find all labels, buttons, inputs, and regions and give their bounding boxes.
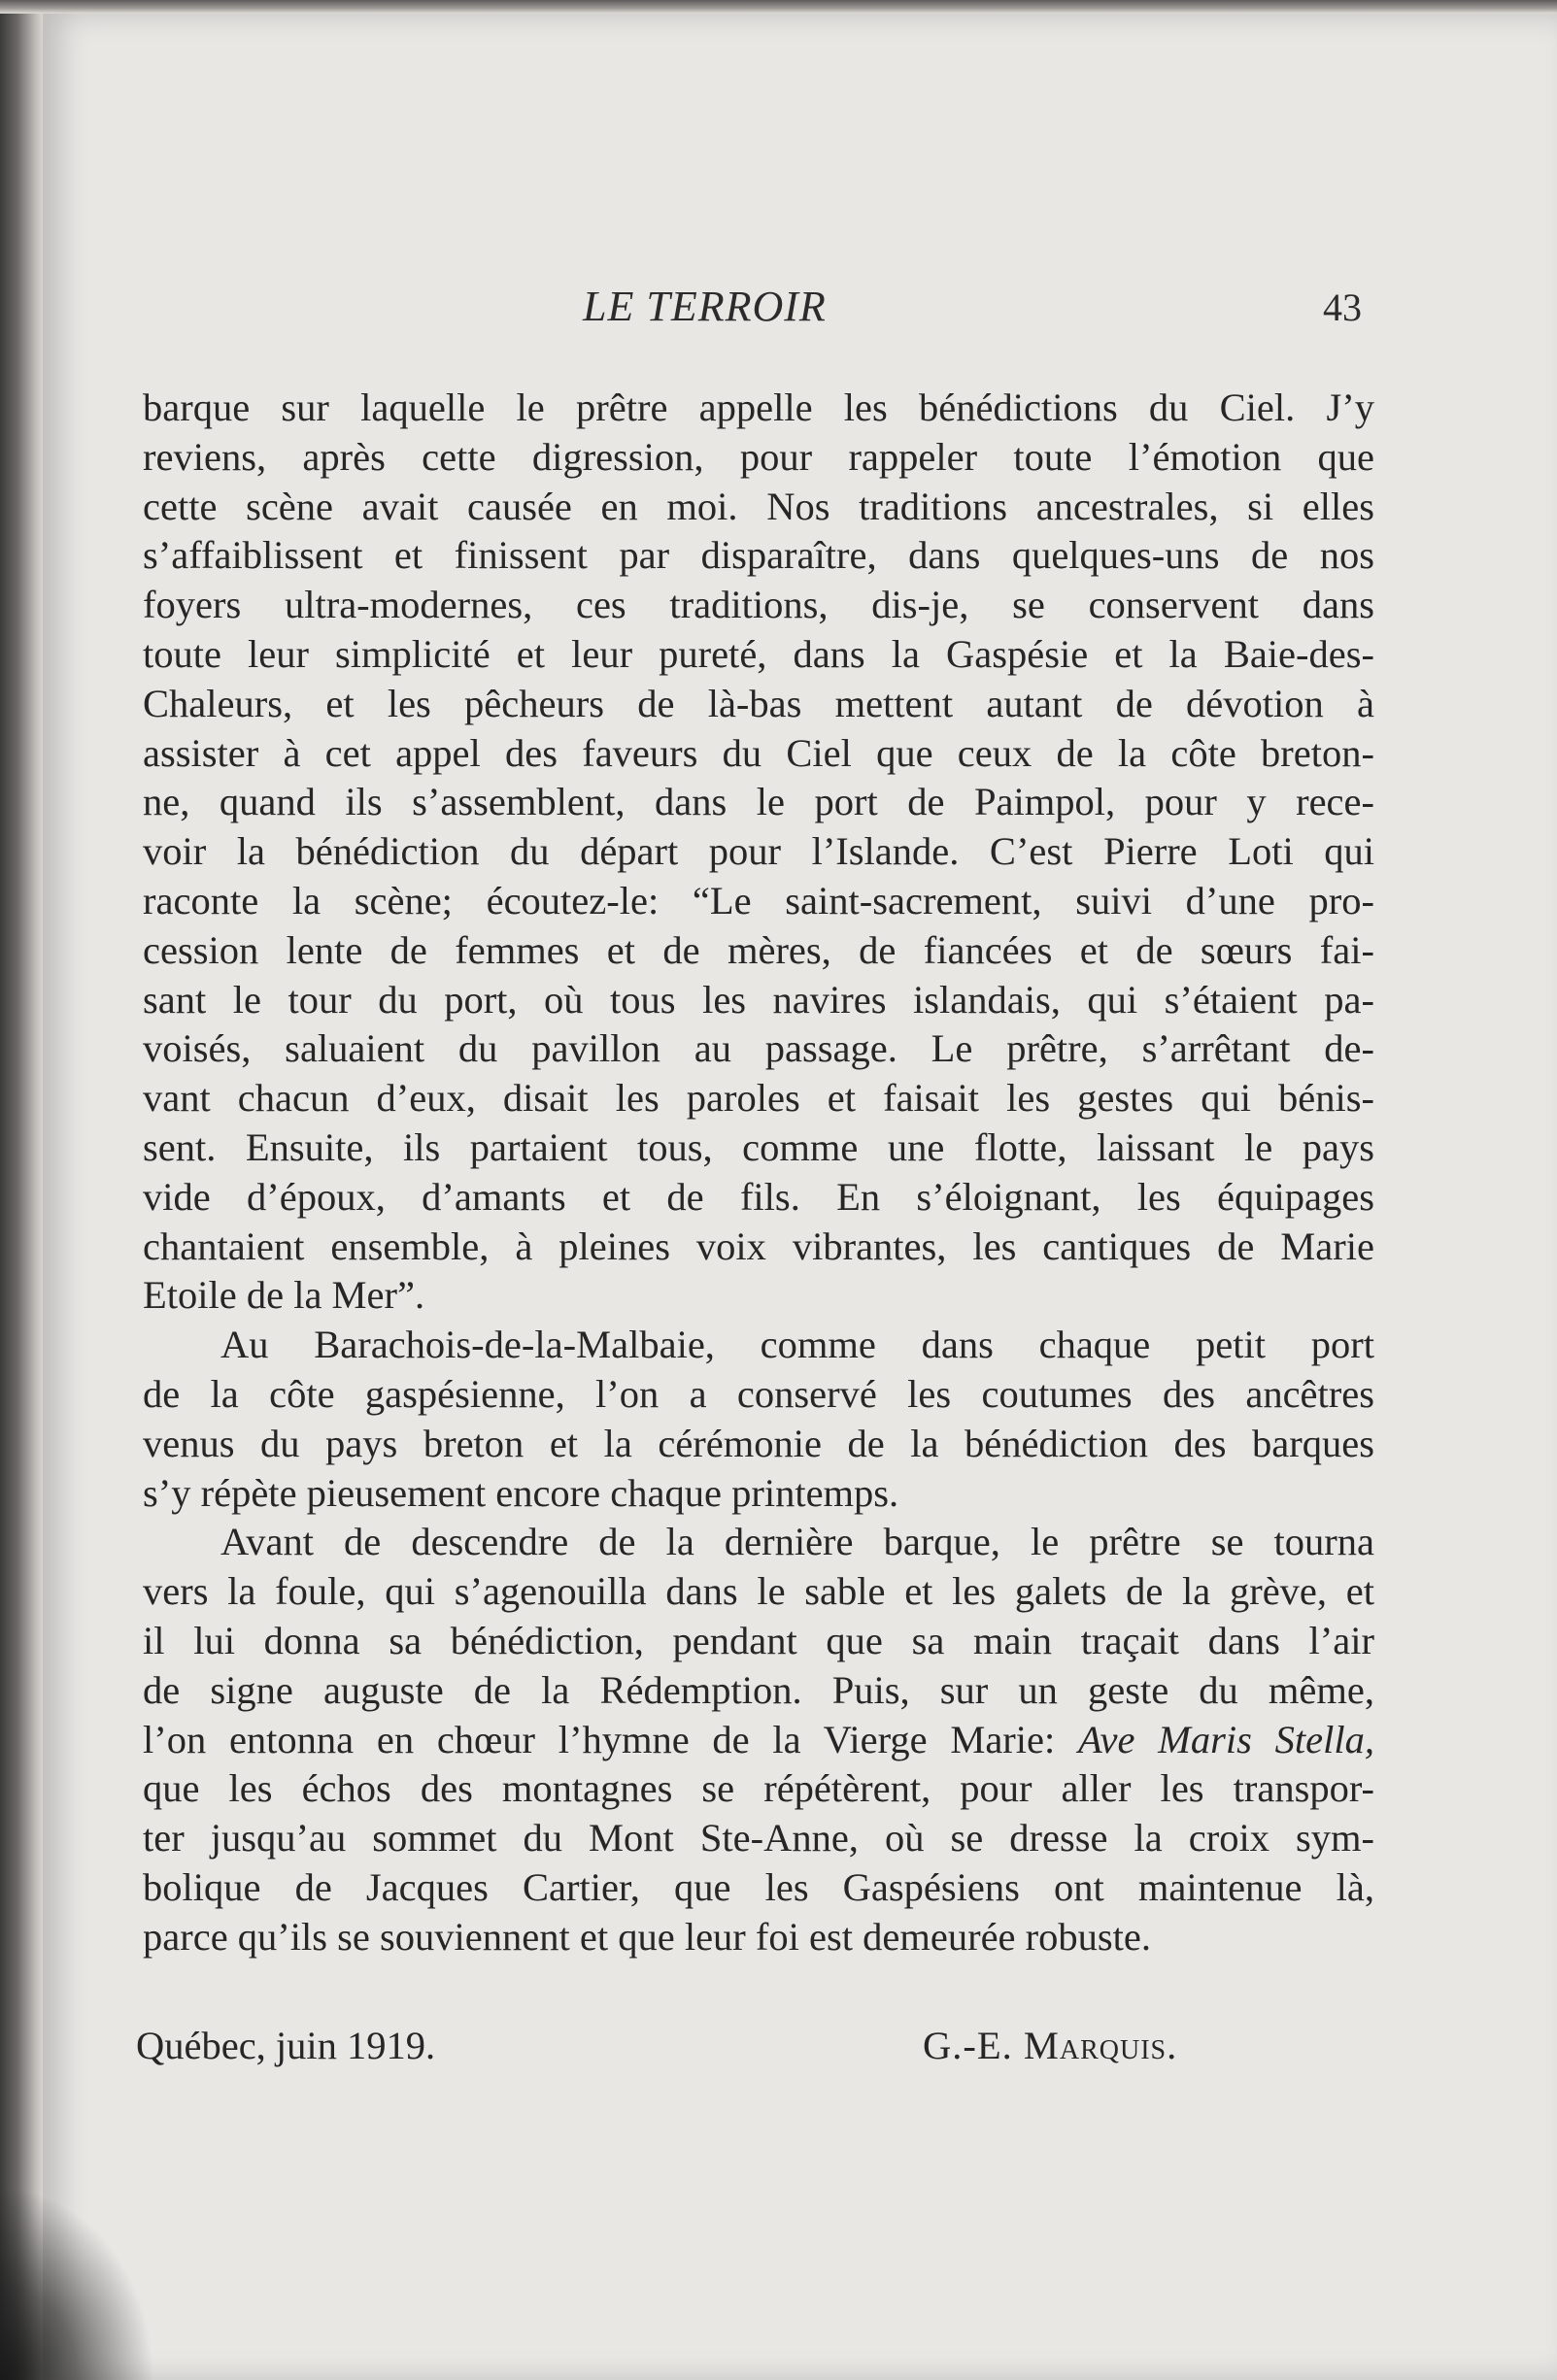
text-line: bolique de Jacques Cartier, que les Gaspésiens ont maintenue là, bbox=[143, 1864, 1374, 1909]
text-line: parce qu’ils se souviennent et que leur foi est demeurée robuste. bbox=[143, 1914, 1152, 1959]
paragraph-2 bbox=[143, 1321, 1374, 1518]
page-number: 43 bbox=[1323, 285, 1362, 329]
text-line: foyers ultra-modernes, ces traditions, dis-je, se conservent dans bbox=[143, 583, 1374, 627]
text-line: s’affaiblissent et finissent par disparaître, dans quelques-uns de nos bbox=[143, 533, 1374, 578]
hymn-title: Ave Maris Stella, bbox=[1078, 1717, 1375, 1761]
text-line: de signe auguste de la Rédemption. Puis, sur un geste du même, bbox=[143, 1667, 1374, 1712]
text-line: assister à cet appel des faveurs du Ciel que ceux de la côte breton- bbox=[143, 730, 1374, 775]
text-line: ne, quand ils s’assemblent, dans le port de Paimpol, pour y rece- bbox=[143, 780, 1374, 824]
text-line: toute leur simplicité et leur pureté, dans la Gaspésie et la Baie-des- bbox=[143, 631, 1374, 676]
paragraph-1 bbox=[143, 384, 1374, 1321]
text-line: vers la foule, qui s’agenouilla dans le sable et les galets de la grève, et bbox=[143, 1569, 1374, 1614]
text-line: sant le tour du port, où tous les navires islandais, qui s’étaient pa- bbox=[143, 977, 1374, 1022]
running-title: LE TERROIR bbox=[583, 283, 827, 330]
text-line: chantaient ensemble, à pleines voix vibrantes, les cantiques de Marie bbox=[143, 1224, 1374, 1268]
text-line: que les échos des montagnes se répétèrent, pour aller les transpor- bbox=[143, 1766, 1374, 1811]
text-line: Chaleurs, et les pêcheurs de là-bas mettent autant de dévotion à bbox=[143, 681, 1374, 725]
dateline: Québec, juin 1919. bbox=[136, 2024, 436, 2067]
paragraph-3 bbox=[143, 1518, 1374, 1961]
text-line-with-hymn bbox=[143, 1716, 1374, 1765]
text-fragment: l’on entonna en chœur l’hymne de la Vierge Marie: bbox=[143, 1717, 1078, 1761]
body-text bbox=[143, 384, 1374, 1962]
author-signature: G.-E. Marquis. bbox=[923, 2024, 1178, 2067]
text-line: vide d’époux, d’amants et de fils. En s’éloignant, les équipages bbox=[143, 1174, 1374, 1219]
text-line: Etoile de la Mer”. bbox=[143, 1273, 425, 1318]
book-gutter bbox=[0, 0, 43, 2380]
text-line: cette scène avait causée en moi. Nos traditions ancestrales, si elles bbox=[143, 484, 1374, 528]
text-line: Avant de descendre de la dernière barque, le prêtre se tourna bbox=[220, 1520, 1374, 1564]
text-line: il lui donna sa bénédiction, pendant que sa main traçait dans l’air bbox=[143, 1618, 1374, 1662]
text-line: voisés, saluaient du pavillon au passage. Le prêtre, s’arrêtant de- bbox=[143, 1026, 1374, 1071]
text-line: ter jusqu’au sommet du Mont Ste-Anne, où se dresse la croix sym- bbox=[143, 1816, 1374, 1860]
text-line: vant chacun d’eux, disait les paroles et faisait les gestes qui bénis- bbox=[143, 1076, 1374, 1121]
text-line: s’y répète pieusement encore chaque printemps. bbox=[143, 1470, 899, 1515]
text-line: raconte la scène; écoutez-le: “Le saint-sacrement, suivi d’une pro- bbox=[143, 878, 1374, 922]
text-line: de la côte gaspésienne, l’on a conservé les coutumes des ancêtres bbox=[143, 1371, 1374, 1416]
text-line: cession lente de femmes et de mères, de fiancées et de sœurs fai- bbox=[143, 927, 1374, 972]
text-line: Au Barachois-de-la-Malbaie, comme dans chaque petit port bbox=[220, 1323, 1374, 1367]
text-line: venus du pays breton et la cérémonie de la bénédiction des barques bbox=[143, 1421, 1374, 1465]
page-top-edge bbox=[0, 0, 1557, 14]
text-line: voir la bénédiction du départ pour l’Islande. C’est Pierre Loti qui bbox=[143, 829, 1374, 874]
text-line: sent. Ensuite, ils partaient tous, comme une flotte, laissant le pays bbox=[143, 1124, 1374, 1169]
text-line: barque sur laquelle le prêtre appelle les bénédictions du Ciel. J’y bbox=[143, 385, 1374, 429]
page-shadow-corner bbox=[0, 2186, 155, 2380]
text-line: reviens, après cette digression, pour rappeler toute l’émotion que bbox=[143, 434, 1374, 479]
